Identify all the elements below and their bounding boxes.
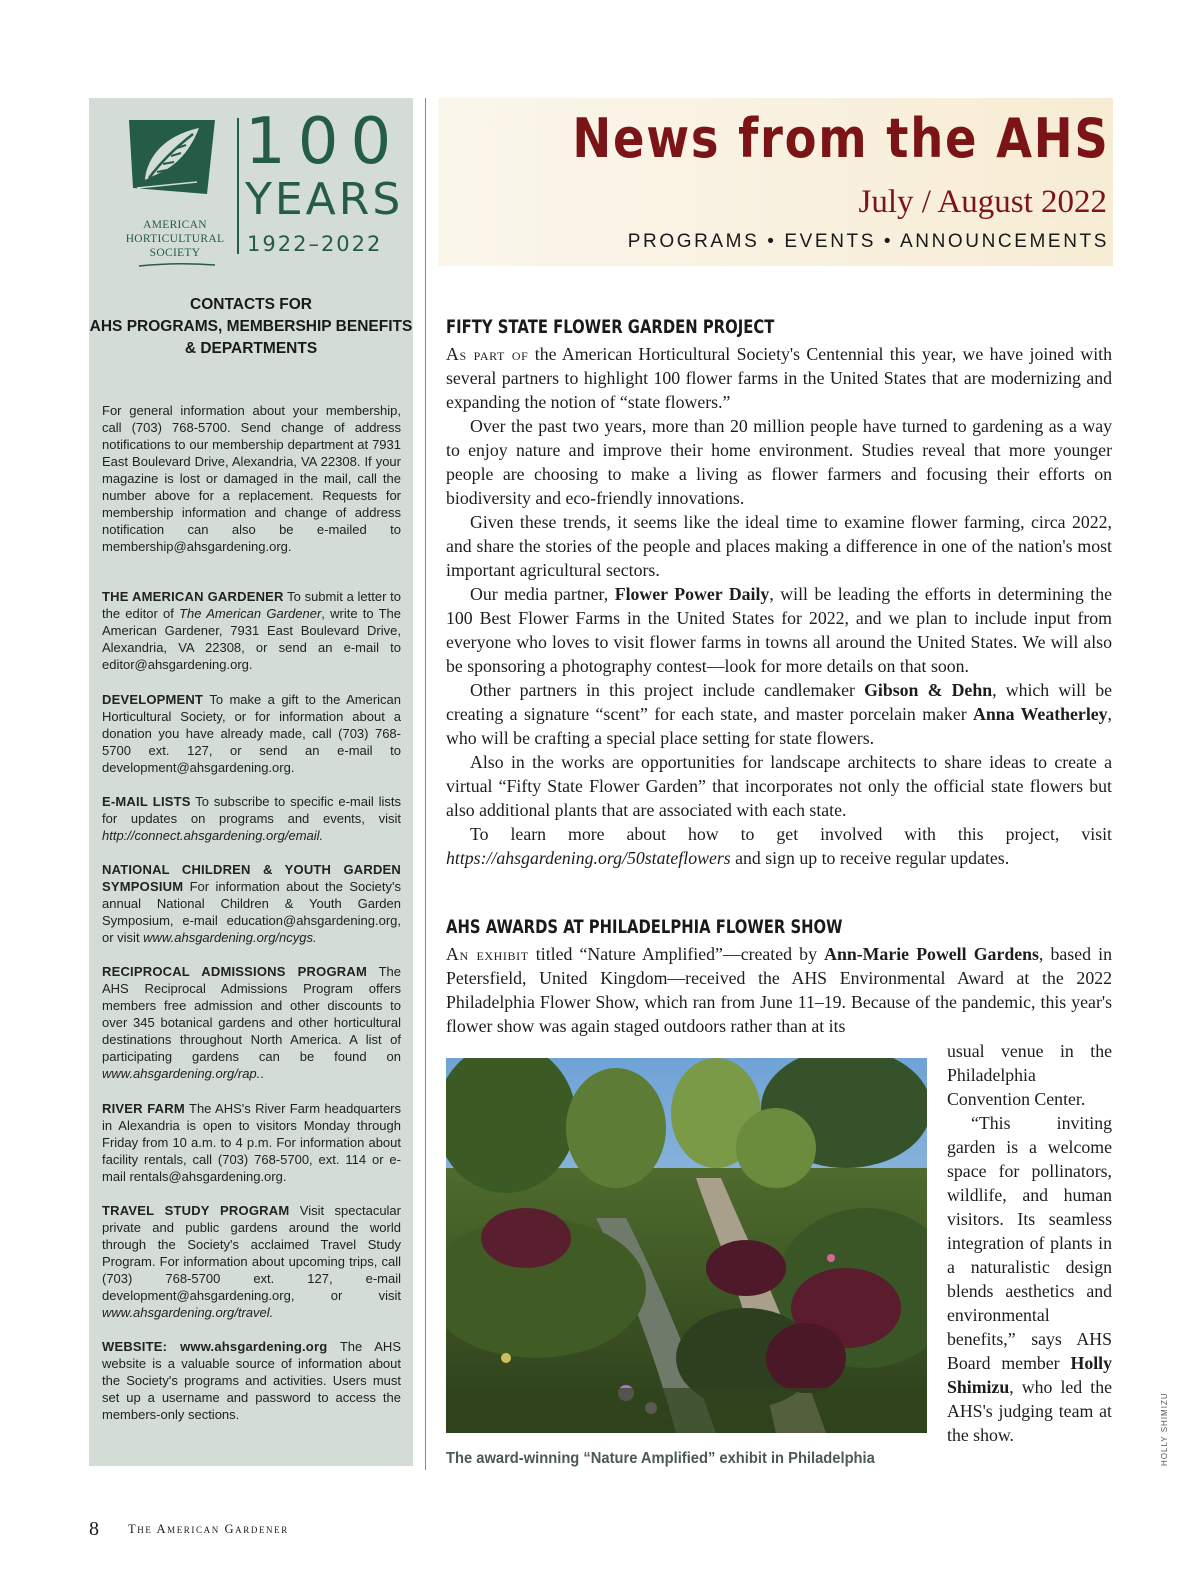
contacts-title-line: & DEPARTMENTS [184,340,318,357]
project-link[interactable]: https://ahsgardening.org/50stateflowers [446,848,731,868]
logo-society-name [125,218,225,260]
paragraph [947,1111,1112,1447]
section-text: The AHS's River Farm headquarters in Alexandria is open to visitors Monday through Friday from 10 a.m. to 4 p.m. For information about facility rentals, call (703) 768-5700, ext. 114 or e-mail rentals@ahsgardening.org. [102,1101,402,1184]
article-headline: AHS AWARDS AT PHILADELPHIA FLOWER SHOW [446,916,843,938]
section-text: To make a gift to the American Horticultural Society, or for information about a donation you have already made, call (703) 768-5700 ext. 127, or send an e-mail to development@ahsgardening.org. [102,692,401,775]
section-text: To submit a letter to the editor of [102,589,401,621]
section-text: To subscribe to specific e-mail lists for updates on programs and events, visit [102,794,401,826]
logo-dates: 1922–2022 [247,232,383,256]
photo-caption: The award-winning “Nature Amplified” exhibit in Philadelphia [446,1450,875,1467]
contacts-title-line: CONTACTS FOR [190,296,312,313]
section-text: . [260,1066,264,1081]
paragraph [446,678,1112,750]
paragraph-text: , based in Petersfield, United Kingdom—received the AHS Environmental Award at the 2022 Philadelphia Flower Show, which ran from June 11–19. Because of the pandemic, this year's flower show was again staged outdoors rather than at its [446,944,1112,1036]
paragraph-text: “This inviting garden is a welcome space for pollinators, wildlife, and human visitors. Its seamless integration of plants in a naturalistic design blends aesthetics and environmental benefits,” says AHS Board member [947,1113,1112,1373]
logo-swoosh-icon [139,262,215,268]
logo-divider [237,118,239,254]
partner-name: Anna Weatherley [973,704,1108,724]
contacts-sidebar [89,98,413,1466]
issue-date: July / August 2022 [858,184,1107,220]
page-number: 8 [89,1518,99,1540]
column-divider [425,98,426,1470]
paragraph-text: , who led the AHS's judging team at the show. [947,1377,1112,1445]
travel-link[interactable]: www.ahsgardening.org/travel. [102,1305,274,1320]
reciprocal-link[interactable]: www.ahsgardening.org/rap. [102,1066,261,1081]
section-label: RIVER FARM [102,1101,185,1116]
contact-section-development [102,691,401,776]
paragraph: Over the past two years, more than 20 million people have turned to gardening as a way to enjoy nature and improve their home environment. Studies reveal that more younger people are choosing to make a living as flower farmers and focusing their efforts on biodiversity and eco-friendly innovations. [446,416,1112,508]
section-label: NATIONAL CHILDREN & YOUTH GARDEN SYMPOSIUM [102,862,401,894]
contact-section-website [102,1338,401,1423]
publication-name: The American Gardener [128,1522,289,1536]
section-label: THE AMERICAN GARDENER [102,589,284,604]
paragraph-text: titled “Nature Amplified”—created by [528,944,825,964]
logo-society-line: HORTICULTURAL [125,233,225,245]
logo-years: YEARS [245,174,404,225]
section-text: , write to The American Gardener, 7931 East Boulevard Drive, Alexandria, VA 22308, or send an e-mail to editor@ahsgardening.org. [102,606,401,672]
contact-section-travel [102,1202,401,1321]
symposium-link[interactable]: www.ahsgardening.org/ncygs. [143,930,317,945]
designer-name: Ann-Marie Powell Gardens [824,944,1039,964]
paragraph: Given these trends, it seems like the ideal time to examine flower farming, circa 2022, and share the stories of the people and places making a difference in one of the nation's most important agricultural sectors. [446,512,1112,580]
paragraph-text: , who will be crafting a special place setting for state flowers. [446,704,1112,748]
paragraph: usual venue in the Philadelphia Convention Center. [947,1041,1112,1109]
section-text: The AHS Reciprocal Admissions Program offers members free admission and other discounts to over 345 botanical gardens and other horticultural destinations throughout North America. A list of participating gardens can be found on [102,964,402,1064]
page-title: News from the AHS [571,107,1109,170]
section-label: RECIPROCAL ADMISSIONS PROGRAM [102,964,367,979]
article-body [446,942,1112,1038]
article-body-narrow [947,1039,1112,1447]
section-text: The AHS website is a valuable source of information about the Society's programs and activities. Users must set up a username and password to access the members-only sections. [102,1339,401,1422]
contact-section-reciprocal [102,963,401,1082]
partner-name: Flower Power Daily [614,584,770,604]
paragraph [446,822,1112,870]
contact-section-email-lists [102,793,401,844]
section-label: WEBSITE: www.ahsgardening.org [102,1339,328,1354]
section-text: For information about the Society's annual National Children & Youth Garden Symposium, e-mail education@ahsgardening.org, or visit [102,879,401,945]
paragraph [446,342,1112,414]
judge-name: Holly Shimizu [947,1353,1112,1397]
paragraph-text: To learn more about how to get involved with this project, visit [470,824,1112,844]
paragraph-text: and sign up to receive regular updates. [730,848,1010,868]
paragraph [446,942,1112,1038]
paragraph [446,582,1112,678]
section-text: Visit spectacular private and public gardens around the world through the Society's acclaimed Travel Study Program. For information about upcoming trips, call (703) 768-5700 ext. 127, e-mail development@ahsgardening.org, or visit [102,1203,401,1303]
paragraph-text: , will be leading the efforts in determining the 100 Best Flower Farms in the United States for 2022, and we plan to include input from everyone who loves to visit flower farms in towns all around the United States. We will also be sponsoring a photography contest—look for more details on that soon. [446,584,1112,676]
paragraph: Also in the works are opportunities for landscape architects to share ideas to create a virtual “Fifty State Flower Garden” that incorporates not only the official state flowers but also additional plants that are associated with each state. [446,752,1112,820]
paragraph-text: the American Horticultural Society's Centennial this year, we have joined with several partners to highlight 100 flower farms in the United States that are modernizing and expanding the notion of “state flowers.” [446,344,1112,412]
lead-in: As part of [446,344,529,364]
contact-section-gardener [102,588,401,673]
article-headline: FIFTY STATE FLOWER GARDEN PROJECT [446,316,775,338]
contacts-title-line: AHS PROGRAMS, MEMBERSHIP BENEFITS [89,318,413,335]
partner-name: Gibson & Dehn [864,680,993,700]
garden-exhibit-photo [446,1058,927,1433]
contacts-title [89,294,413,360]
email-lists-link[interactable]: http://connect.ahsgardening.org/email. [102,828,324,843]
article-body [446,342,1112,870]
photo-credit: HOLLY SHIMIZU [1160,1392,1169,1466]
logo-100: 100 [245,105,404,179]
ahs-centennial-logo [125,105,404,264]
paragraph-text: , which will be creating a signature “scent” for each state, and master porcelain maker [446,680,1112,724]
logo-society-line: AMERICAN [143,219,207,231]
contact-section-river-farm [102,1100,401,1185]
news-header [438,98,1113,266]
general-info: For general information about your membership, call (703) 768-5700. Send change of address notifications to our membership department at 7931 East Boulevard Drive, Alexandria, VA 22308. If your magazine is lost or damaged in the mail, call the number above for a replacement. Requests for membership information and change of address notification can also be e-mailed to membership@ahsgardening.org. [102,403,401,554]
lead-in: An exhibit [446,944,529,964]
paragraph-text: Our media partner, [470,584,615,604]
contact-section-symposium [102,861,401,946]
section-label: E-MAIL LISTS [102,794,191,809]
section-italic: The American Gardener [179,606,322,621]
section-label: TRAVEL STUDY PROGRAM [102,1203,290,1218]
header-subtitle: PROGRAMS • EVENTS • ANNOUNCEMENTS [627,231,1109,252]
section-label: DEVELOPMENT [102,692,204,707]
leaf-emblem-icon [127,118,219,196]
logo-society-line: SOCIETY [149,247,201,259]
paragraph-text: Other partners in this project include candlemaker [470,680,865,700]
